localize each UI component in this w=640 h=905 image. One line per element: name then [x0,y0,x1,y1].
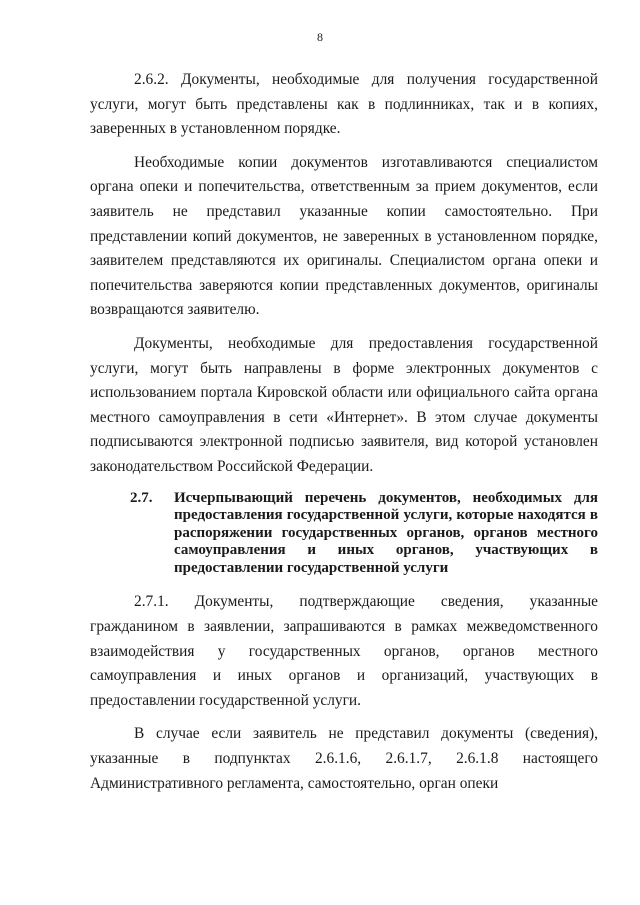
paragraph-2-6-2: 2.6.2. Документы, необходимые для получения государственной услуги, могут быть представлены как в подлинниках, так и в копиях, заверенных в установленном порядке. [90,71,598,138]
paragraph-2-7-1: 2.7.1. Документы, подтверждающие сведения, указанные гражданином в заявлении, запрашиваются в рамках межведомственного взаимодействия у государственных органов, органов местного самоуправления и иных органов и организаций, участвующих в предоставлении государственной услуги. [90,593,598,709]
section-title: Исчерпывающий перечень документов, необходимых для предоставления государственной услуги, которые находятся в распоряжении государственных органов, органов местного самоуправления и иных органов, участвующих в предоставлении государственной услуги [174,489,598,576]
paragraph-applicant-case: В случае если заявитель не представил документы (сведения), указанные в подпунктах 2.6.1.6, 2.6.1.7, 2.6.1.8 настоящего Административного регламента, самостоятельно, орган опеки [90,725,598,792]
paragraph-electronic: Документы, необходимые для предоставления государственной услуги, могут быть направлены в форме электронных документов с использованием портала Кировской области или официального сайта органа местного самоуправления в сети «Интернет». В этом случае документы подписываются электронной подписью заявителя, вид которой установлен законодательством Российской Федерации. [90,334,598,475]
document-body [90,68,598,805]
section-heading-2-7 [90,490,598,578]
page-number: 8 [317,30,323,44]
paragraph-copies: Необходимые копии документов изготавливаются специалистом органа опеки и попечительства, ответственным за прием документов, если заявитель не представил указанные копии самостоятельно. При представлении копий документов, не заверенных в установленном порядке, заявителем представляются их оригиналы. Специалистом органа опеки и попечительства заверяются копии представленных документов, оригиналы возвращаются заявителю. [90,153,598,319]
section-number: 2.7. [130,489,153,506]
